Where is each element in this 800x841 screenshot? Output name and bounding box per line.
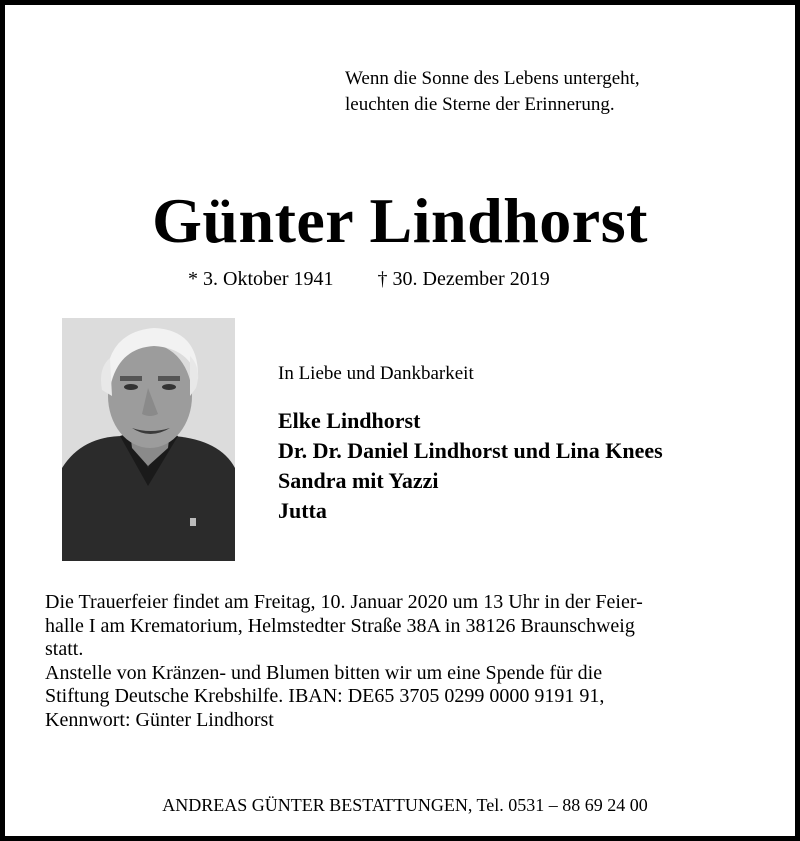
mourner-name: Jutta [278, 498, 327, 523]
ceremony-line-1: Die Trauerfeier findet am Freitag, 10. Januar 2020 um 13 Uhr in der Feier- [45, 591, 643, 613]
epitaph-quote [345, 66, 640, 118]
deceased-name: Günter Lindhorst [152, 185, 648, 256]
ceremony-line-2: halle I am Krematorium, Helmstedter Straße 38A in 38126 Braunschweig [45, 614, 635, 637]
mourner-name: Elke Lindhorst [278, 408, 421, 433]
quote-line-2: leuchten die Sterne der Erinnerung. [345, 94, 615, 115]
mourner-name: Sandra mit Yazzi [278, 468, 439, 493]
mourners-list [278, 406, 663, 526]
donation-line-1: Anstelle von Kränzen- und Blumen bitten wir um eine Spende für die [45, 661, 603, 684]
birth-date: * 3. Oktober 1941 [188, 268, 334, 290]
funeral-home-footer: ANDREAS GÜNTER BESTATTUNGEN, Tel. 0531 – 88 69 24 00 [162, 795, 648, 815]
mourner-name: Dr. Dr. Daniel Lindhorst und Lina Knees [278, 438, 663, 463]
quote-line-1: Wenn die Sonne des Lebens untergeht, [345, 68, 640, 89]
ceremony-line-3: statt. [45, 638, 84, 660]
ceremony-and-donation-text [45, 591, 763, 732]
mourners-greeting: In Liebe und Dankbarkeit [278, 363, 474, 384]
life-dates [188, 267, 550, 291]
death-date: † 30. Dezember 2019 [377, 268, 550, 290]
portrait-photo [62, 318, 235, 561]
donation-line-2: Stiftung Deutsche Krebshilfe. IBAN: DE65 3705 0299 0000 9191 91, [45, 685, 605, 707]
portrait-photo-icon [62, 318, 235, 561]
donation-line-3: Kennwort: Günter Lindhorst [45, 708, 274, 731]
